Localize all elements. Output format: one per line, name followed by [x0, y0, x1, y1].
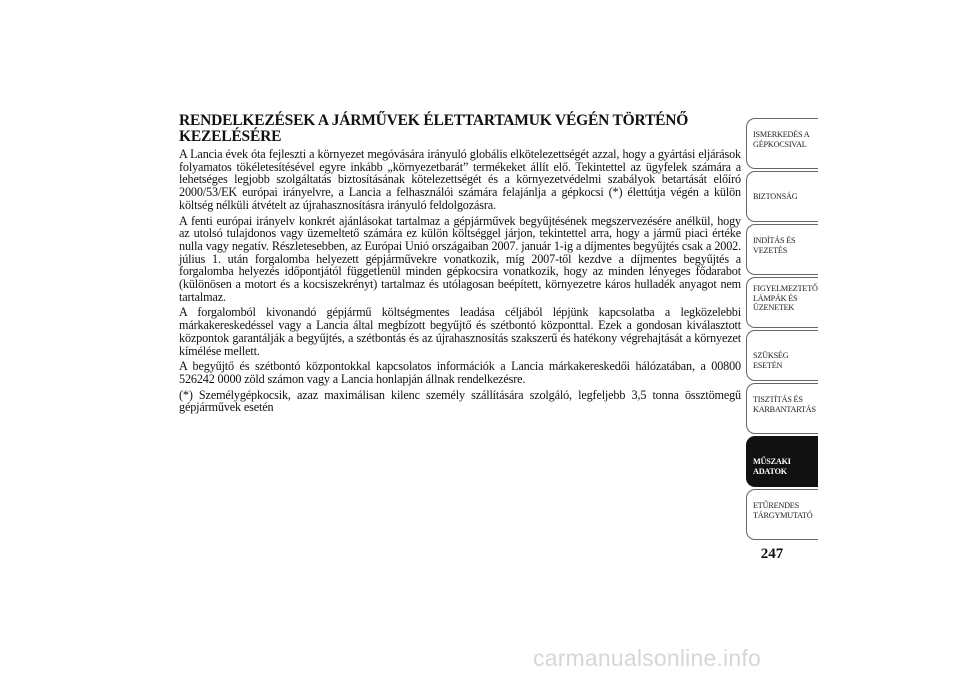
- document-body: [179, 113, 741, 417]
- tab-label-line: TÁRGYMUTATÓ: [753, 510, 813, 520]
- tab-label-line: LÁMPÁK ÉS: [753, 293, 798, 303]
- heading-line-2: KEZELÉSÉRE: [179, 128, 282, 145]
- tab-label-line: SZÜKSÉG ESETÉN: [753, 351, 789, 370]
- tab-figyelmezteto[interactable]: [746, 277, 818, 328]
- tab-label-line: MŰSZAKI ADATOK: [753, 457, 791, 476]
- tab-label-line: VEZETÉS: [753, 245, 788, 255]
- tab-label-line: FIGYELMEZTETŐ: [753, 284, 818, 293]
- tab-label-line: TISZTÍTÁS ÉS: [753, 395, 803, 404]
- watermark: carmanualsonline.info: [533, 645, 761, 671]
- tab-szukseg-eseten[interactable]: [746, 330, 818, 381]
- tab-label-line: KARBANTARTÁS: [753, 404, 816, 414]
- heading-line-1: RENDELKEZÉSEK A JÁRMŰVEK ÉLETTARTAMUK VÉGÉN TÖRTÉNŐ: [179, 112, 689, 129]
- tab-inditas[interactable]: [746, 224, 818, 275]
- tab-label-line: ÜZENETEK: [753, 303, 795, 312]
- tab-tisztitas[interactable]: [746, 383, 818, 434]
- chapter-tabs: [746, 118, 818, 542]
- tab-biztonsag[interactable]: [746, 171, 818, 222]
- tab-label-line: ETŰRENDES: [753, 501, 799, 510]
- tab-muszaki-adatok[interactable]: [746, 436, 818, 487]
- paragraph-1: A Lancia évek óta fejleszti a környezet megóvására irányuló globális elkötelezettségét azzal, hogy a gyártási eljárások folyamatos tökéletesítésével egyre inkább „környezetbarát” termékeket állít elő. Tekintettel az ügyfelek számára a lehetséges legjobb szolgáltatás biztosításának kötelezettségét és a környezetvédelmi szabályok betartását előíró 2000/53/EK európai irányelvre, a Lancia a felhasználói számára felajánlja a gépkocsi (*) élettútja végén a külön költség nélküli átvételt az újrahasznosításra irányuló feldolgozásra.: [179, 147, 741, 212]
- footnote: (*) Személygépkocsik, azaz maximálisan kilenc személy szállítására szolgáló, legfeljebb 3,5 tonna össztömegű gépjárművek esetén: [179, 387, 741, 415]
- paragraph-2: A fenti európai irányelv konkrét ajánlásokat tartalmaz a gépjárművek begyűjtésének megszervezésére anélkül, hogy az utolsó tulajdonos vagy üzemeltető számára ez külön költséggel járjon, tekintettel arra, hogy a jármű piaci értéke nulla vagy negatív. Részletesebben, az Európai Unió országaiban 2007. január 1-ig a díjmentes begyűjtés csak a 2002. július 1. után forgalomba helyezett gépjárművekre vonatkozik, míg 2007-től kezdve a díjmentes begyűjtés a forgalomba helyezés időpontjától függetlenül minden gépkocsira vonatkozik, hogy az minden lényeges fődarabot (különösen a motort és a kocsiszekrényt) tartalmaz és utólagosan beépített, környezetre káros hulladék anyagot nem tartalmaz.: [179, 213, 741, 304]
- tab-label-line: GÉPKOCSIVAL: [753, 139, 807, 149]
- section-heading: [179, 113, 741, 145]
- tab-label-line: ISMERKEDÉS A: [753, 130, 810, 139]
- tab-ismerkedes[interactable]: [746, 118, 818, 169]
- tab-targymutato[interactable]: [746, 489, 818, 540]
- paragraph-3: A forgalomból kivonandó gépjármű költségmentes leadása céljából lépjünk kapcsolatba a legközelebbi márkakereskedéssel vagy a Lancia által megbízott begyűjtő és szétbontó központtal. Ezek a gondosan kiválasztott központok garantálják a begyűjtés, a szétbontás és az újrahasznosítás szakszerű és hatékony végrehajtását a környezet kímélése mellett.: [179, 305, 741, 358]
- tab-label-line: BIZTONSÁG: [753, 192, 798, 201]
- tab-label-line: INDÍTÁS ÉS: [753, 236, 796, 245]
- paragraph-4: A begyűjtő és szétbontó központokkal kapcsolatos információk a Lancia márkakereskedői hálózatában, a 00800 526242 0000 zöld számon vagy a Lancia honlapján állnak rendelkezésre.: [179, 359, 741, 386]
- page-number: 247: [760, 546, 784, 562]
